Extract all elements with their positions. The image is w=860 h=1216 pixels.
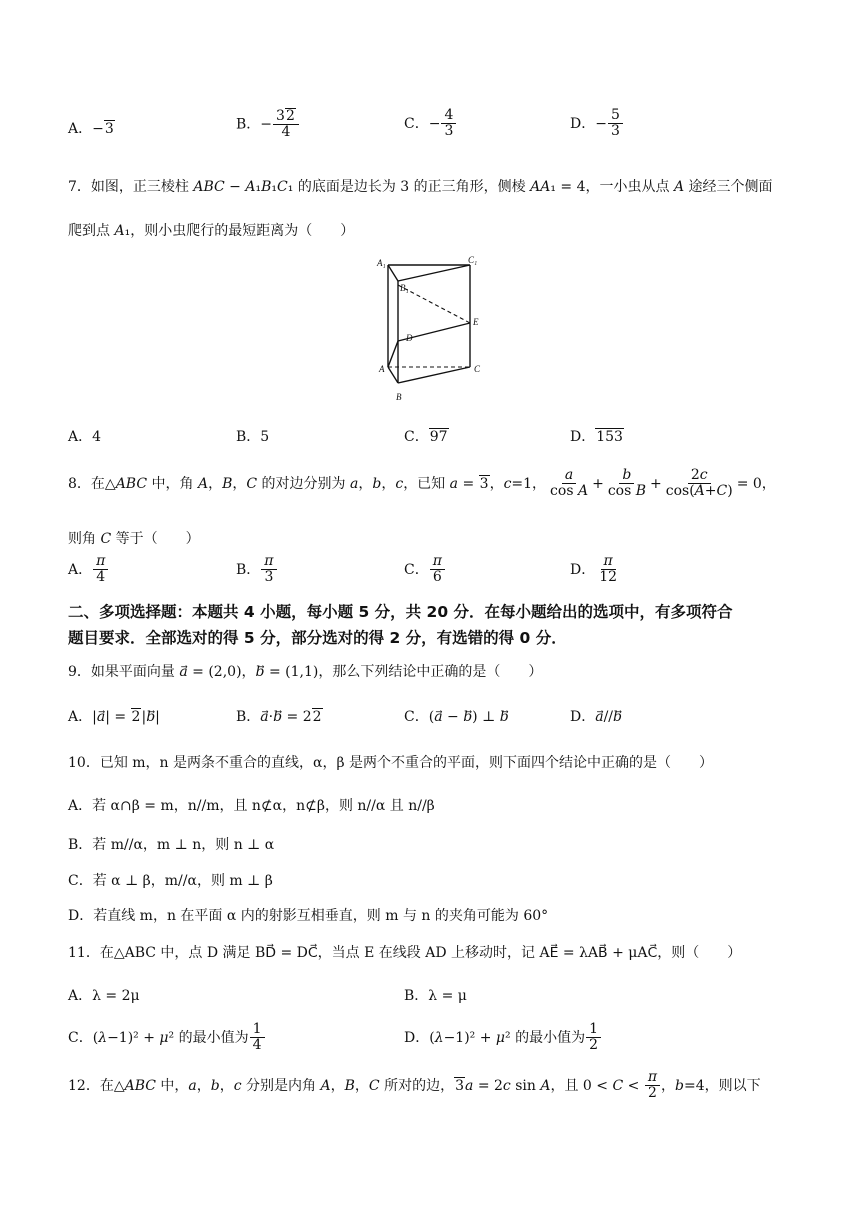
q7-option-d: D．153 [570,429,623,445]
q10-option-a: A．若 α∩β = m，n//m，且 n⊄α，n⊄β，则 n//α 且 n//β [68,798,435,814]
q11-stem: 11．在△ABC 中，点 D 满足 BD⃗ = DC⃗，当点 E 在线段 AD 上移动时，记 AE⃗ = λAB⃗ + μAC⃗，则（ ） [68,945,742,961]
q6-option-c: C．− $\frac{4}{3}$ [404,108,457,140]
label-c1: C₁ [468,255,478,265]
label-e: E [473,317,479,327]
q8-option-a: A． $\frac{\pi}{4}$ [68,554,109,586]
label-a1: A₁ [377,258,386,268]
q7-option-a: A．4 [68,429,102,445]
q8-option-c: C． $\frac{\pi}{6}$ [404,554,446,586]
q6-option-d: D．− $\frac{5}{3}$ [570,108,624,140]
q9-option-b: B．a⃗·b⃗ = 22 [236,709,322,725]
label-c: C [474,364,481,374]
q9-stem: 9．如果平面向量 a⃗ = (2,0)，b⃗ = (1,1)，那么下列结论中正确的是（ ） [68,664,543,680]
q9-option-a: A．|a⃗| = 2|b⃗| [68,709,160,725]
q7-option-c: C．97 [404,429,448,445]
q11-option-d: D．(λ−1)² + μ² 的最小值为 $\frac{1}{2}$ [404,1022,602,1054]
q6-option-a: A．−3 [68,121,114,137]
q6-option-b: B．− $\frac{32}{4}$ [236,108,300,141]
q8-stem-line1: 8．在△ABC 中，角 A，B，C 的对边分别为 a，b，c，已知 a = 3，c=1， $\frac{a}{\text{cos A}}$ + $\frac{b}{\text{cos B}}$ + $\frac{2c}{\cos(A+C)}$ = 0， [68,467,776,500]
label-b1: B₁ [400,283,409,293]
q7-stem-line2: 爬到点 A₁，则小虫爬行的最短距离为（ ） [68,223,355,239]
q9-option-d: D．a⃗//b [570,709,622,725]
label-a: A [379,364,385,374]
q12-stem: 12．在△ABC 中，a，b，c 分别是内角 A，B，C 所对的边，3a = 2c sin A，且 0 < C < $\frac{\pi}{2}$ ，b=4，则以下 [68,1069,761,1102]
q11-option-c: C．(λ−1)² + μ² 的最小值为 $\frac{1}{4}$ [68,1022,266,1054]
q8-option-d: D． $\frac{\pi}{12}$ [570,553,618,586]
q7-option-b: B．5 [236,429,270,445]
q10-option-b: B．若 m//α，m ⊥ n，则 n ⊥ α [68,837,275,853]
q8-option-b: B． $\frac{\pi}{3}$ [236,554,278,586]
q10-option-d: D．若直线 m，n 在平面 α 内的射影互相垂直，则 m 与 n 的夹角可能为 60° [68,908,549,924]
q11-option-a: A．λ = 2μ [68,988,140,1004]
q8-stem-line2: 则角 C 等于（ ） [68,531,200,547]
q10-stem: 10．已知 m，n 是两条不重合的直线，α，β 是两个不重合的平面，则下面四个结论中正确的是（ ） [68,755,714,771]
prism-figure [370,255,490,410]
q11-option-b: B．λ = μ [404,988,467,1004]
section2-heading-line2: 题目要求．全部选对的得 5 分，部分选对的得 2 分，有选错的得 0 分． [68,629,567,647]
q9-option-c: C．(a⃗ − b⃗) ⊥ b [404,709,509,725]
q10-option-c: C．若 α ⊥ β，m//α，则 m ⊥ β [68,873,273,889]
label-d: D [406,333,413,343]
section2-heading-line1: 二、多项选择题：本题共 4 小题，每小题 5 分，共 20 分．在每小题给出的选项中，有多项符合 [68,603,733,621]
label-b: B [396,392,402,402]
q7-stem-line1: 7．如图，正三棱柱 ABC − A₁B₁C₁ 的底面是边长为 3 的正三角形，侧棱 AA₁ = 4，一小虫从点 A 途经三个侧面 [68,179,773,195]
